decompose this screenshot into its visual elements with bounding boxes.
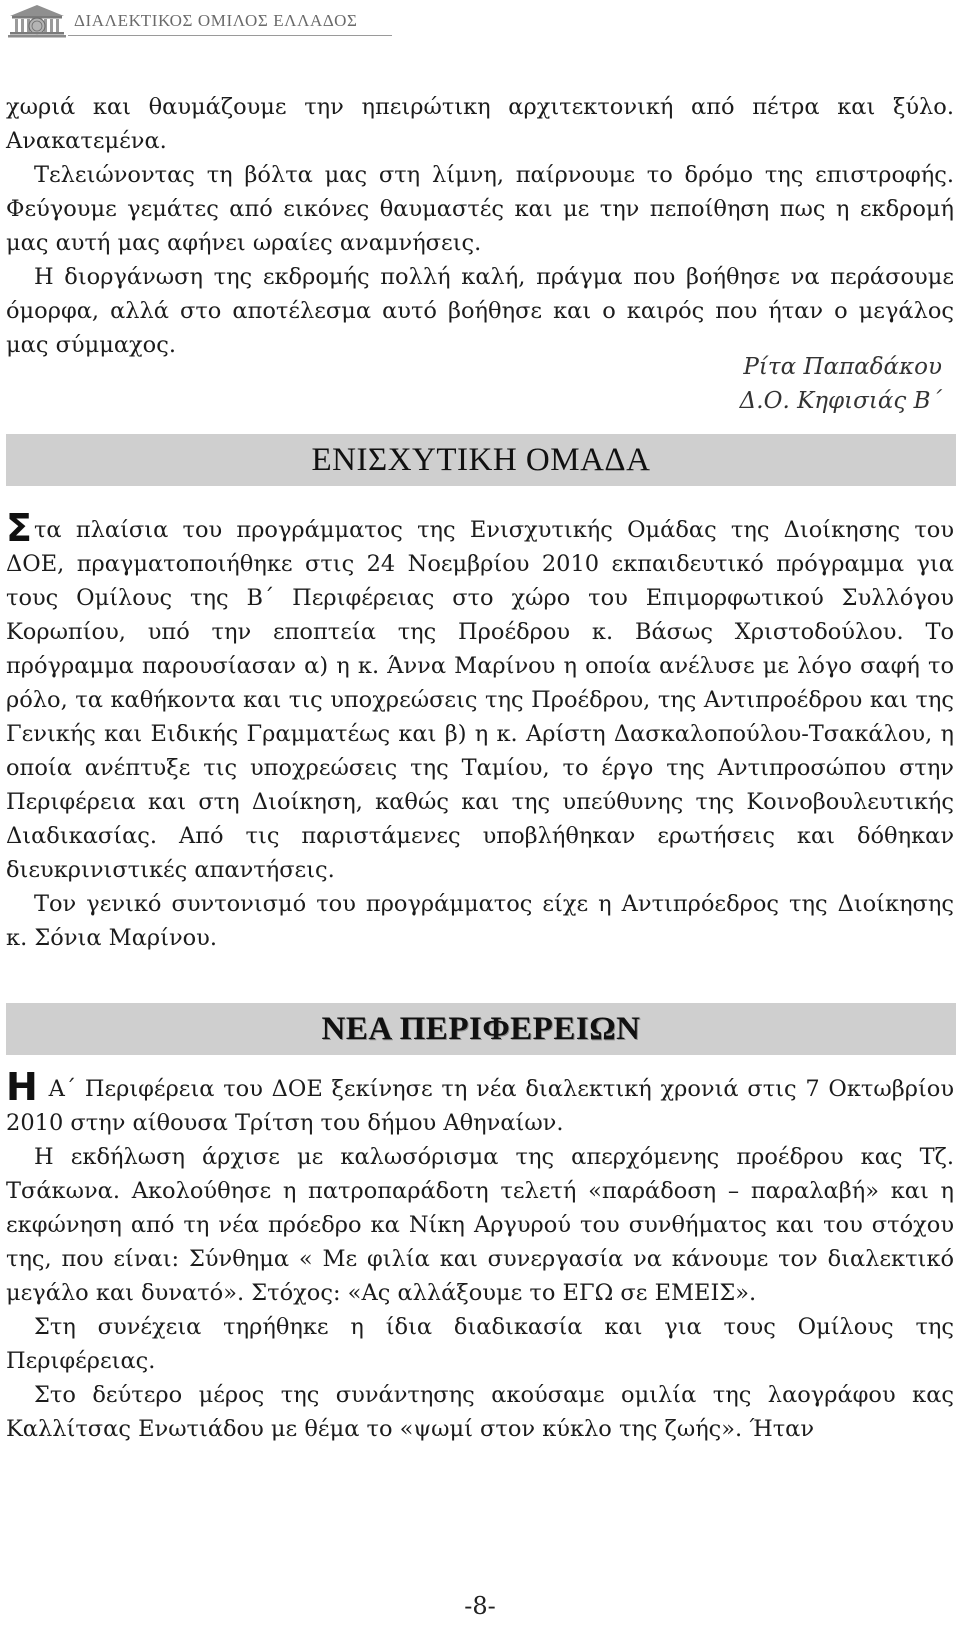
body-paragraph: Στο δεύτερο μέρος της συνάντησης ακούσαμε ομιλία της λαογράφου κας Καλλίτσας Ενωτιάδου με θέμα το «ψωμί στον κύκλο της ζωής». Ήταν	[6, 1382, 954, 1442]
signature-name: Ρίτα Παπαδάκου	[743, 354, 942, 380]
signature-organization: Δ.Ο. Κηφισιάς Β΄	[739, 388, 942, 414]
drop-cap: Η	[6, 1065, 38, 1109]
body-paragraph	[6, 1065, 954, 1140]
body-paragraph-text: τα πλαίσια του προγράμματος της Ενισχυτικής Ομάδας της Διοίκησης του ΔΟΕ, πραγματοποιήθηκε στις 24 Νοεμβρίου 2010 εκπαιδευτικό πρόγραμμα για τους Ομίλους της Β΄ Περιφέρειας στο χώρο του Επιμορφωτικού Συλλόγου Κορωπίου, υπό την εποπτεία της Προέδρου κ. Βάσως Χριστοδούλου. Το πρόγραμμα παρουσίασαν α) η κ. Άννα Μαρίνου η οποία ανέλυσε με λόγο σαφή το ρόλο, τα καθήκοντα και τις υποχρεώσεις της Προέδρου, της Αντιπροέδρου και της Γενικής και Ειδικής Γραμματέως και β) η κ. Αρίστη Δασκαλοπούλου-Τσακάλου, η οποία ανέπτυξε τις υποχρεώσεις της Ταμίου, το έργο της Αντιπροσώπου στην Περιφέρεια και στη Διοίκηση, καθώς και της υπεύθυνης της Κοινοβουλευτικής Διαδικασίας. Από τις παριστάμενες υποβλήθηκαν ερωτήσεις και δόθηκαν διευκρινιστικές απαντήσεις.	[6, 517, 954, 883]
section-heading: ΕΝΙΣΧΥΤΙΚΗ ΟΜΑΔΑ	[311, 442, 651, 478]
body-paragraph	[6, 506, 954, 887]
intro-text	[6, 90, 954, 362]
section-body	[6, 1065, 954, 1446]
intro-paragraph: χωριά και θαυμάζουμε την ηπειρώτικη αρχιτεκτονική από πέτρα και ξύλο. Ανακατεμένα.	[6, 94, 954, 154]
body-paragraph-text: Α΄ Περιφέρεια του ΔΟΕ ξεκίνησε τη νέα διαλεκτική χρονιά στις 7 Οκτωβρίου 2010 στην αίθουσα Τρίτση του δήμου Αθηναίων.	[6, 1076, 954, 1136]
intro-paragraph: Τελειώνοντας τη βόλτα μας στη λίμνη, παίρνουμε το δρόμο της επιστροφής. Φεύγουμε γεμάτες από εικόνες θαυμαστές και με την πεποίθηση πως η εκδρομή μας αυτή μας αφήνει ωραίες αναμνήσεις.	[6, 162, 954, 256]
body-paragraph: Στη συνέχεια τηρήθηκε η ίδια διαδικασία και για τους Ομίλους της Περιφέρειας.	[6, 1314, 954, 1374]
header-divider	[68, 35, 392, 36]
section-heading: ΝΕΑ ΠΕΡΙΦΕΡΕΙΩΝ	[321, 1011, 641, 1047]
page-header	[6, 2, 386, 38]
header-title: ΔΙΑΛΕΚΤΙΚΟΣ ΟΜΙΛΟΣ ΕΛΛΑΔΟΣ	[74, 11, 358, 30]
section-heading-band	[6, 1003, 956, 1055]
body-paragraph: Η εκδήλωση άρχισε με καλωσόρισμα της απερχόμενης προέδρου κας Τζ. Τσάκωνα. Ακολούθησε η πατροπαράδοτη τελετή «παράδοση – παραλαβή» και η εκφώνηση από τη νέα πρόεδρο κα Νίκη Αργυρού του συνθήματος και του στόχου της, που είναι: Σύνθημα « Με φιλία και συνεργασία να κάνουμε τον διαλεκτικό μεγάλο και δυνατό». Στόχος: «Ας αλλάξουμε το ΕΓΩ σε ΕΜΕΙΣ».	[6, 1144, 954, 1306]
section-body	[6, 506, 954, 955]
page-number: -8-	[464, 1592, 496, 1620]
organization-logo-icon	[6, 2, 68, 38]
intro-paragraph: Η διοργάνωση της εκδρομής πολλή καλή, πράγμα που βοήθησε να περάσουμε όμορφα, αλλά στο αποτέλεσμα αυτό βοήθησε και ο καιρός που ήταν ο μεγάλος μας σύμμαχος.	[6, 264, 954, 358]
body-paragraph: Τον γενικό συντονισμό του προγράμματος είχε η Αντιπρόεδρος της Διοίκησης κ. Σόνια Μαρίνου.	[6, 891, 954, 951]
drop-cap: Σ	[6, 506, 32, 550]
section-heading-band	[6, 434, 956, 486]
